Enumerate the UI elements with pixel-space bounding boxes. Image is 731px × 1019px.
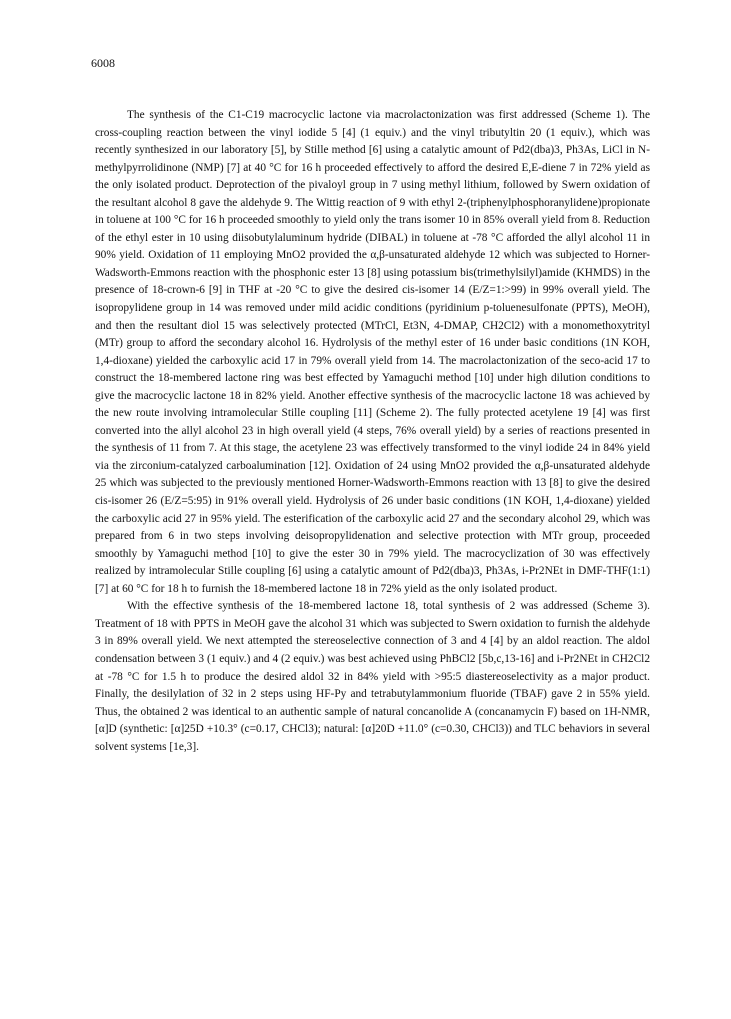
paragraph-synthesis-macrocyclic-lactone: The synthesis of the C1-C19 macrocyclic lactone via macrolactonization was first addressed (Scheme 1). The cross-coupling reaction between the vinyl iodide 5 [4] (1 equiv.) and the vinyl tributyltin 20 (1 equiv.), which was recently synthesized in our laboratory [5], by Stille method [6] using a catalytic amount of Pd2(dba)3, Ph3As, LiCl in N-methylpyrrolidinone (NMP) [7] at 40 °C for 16 h proceeded effectively to afford the desired E,E-diene 7 in 72% yield as the only isolated product. Deprotection of the pivaloyl group in 7 using methyl lithium, followed by Swern oxidation of the resultant alcohol 8 gave the aldehyde 9. The Wittig reaction of 9 with ethyl 2-(triphenylphosphoranylidene)propionate in toluene at 100 °C for 16 h proceeded smoothly to yield only the trans isomer 10 in 85% overall yield from 8. Reduction of the ethyl ester in 10 using diisobutylaluminum hydride (DIBAL) in toluene at -78 °C afforded the allyl alcohol 11 in 90% yield. Oxidation of 11 employing MnO2 provided the α,β-unsaturated aldehyde 12 which was subjected to Horner-Wadsworth-Emmons reaction with the phosphonic ester 13 [8] using potassium bis(trimethylsilyl)amide (KHMDS) in the presence of 18-crown-6 [9] in THF at -20 °C to give the desired cis-isomer 14 (E/Z=1:>99) in 99% overall yield. The isopropylidene group in 14 was removed under mild acidic conditions (pyridinium p-toluenesulfonate (PPTS), MeOH), and then the resultant diol 15 was selectively protected (MTrCl, Et3N, 4-DMAP, CH2Cl2) with a monomethoxytrityl (MTr) group to afford the secondary alcohol 16. Hydrolysis of the methyl ester of 16 under basic conditions (1N KOH, 1,4-dioxane) yielded the carboxylic acid 17 in 79% overall yield from 14. The macrolactonization of the seco-acid 17 to construct the 18-membered lactone ring was best effected by Yamaguchi method [10] under high dilution conditions to give the macrocyclic lactone 18 in 82% yield. Another effective synthesis of the macrocyclic lactone 18 was achieved by the new route involving intramolecular Stille coupling [11] (Scheme 2). The fully protected acetylene 19 [4] was first converted into the allyl alcohol 23 in high overall yield (4 steps, 76% overall yield) by a series of reactions presented in the synthesis of 11 from 7. At this stage, the acetylene 23 was effectively transformed to the vinyl iodide 24 in 84% yield via the zirconium-catalyzed carboalumination [12]. Oxidation of 24 using MnO2 provided the α,β-unsaturated aldehyde 25 which was subjected to the previously mentioned Horner-Wadsworth-Emmons reaction with 13 [8] to give the desired cis-isomer 26 (E/Z=5:95) in 91% overall yield. Hydrolysis of 26 under basic conditions (1N KOH, 1,4-dioxane) yielded the carboxylic acid 27 in 95% yield. The esterification of the carboxylic acid 27 and the secondary alcohol 29, which was prepared from 6 in two steps involving deisopropylidenation and selective protection with MTr group, proceeded smoothly by Yamaguchi method [10] to give the ester 30 in 79% yield. The macrocyclization of 30 was effectively realized by intramolecular Stille coupling [6] using a catalytic amount of Pd2(dba)3, Ph3As, i-Pr2NEt in DMF-THF(1:1) [7] at 60 °C for 18 h to furnish the 18-membered lactone 18 in 72% yield as the only isolated product.: [95, 109, 650, 595]
body-text: [95, 107, 650, 756]
page-number: 6008: [91, 56, 115, 70]
paragraph-total-synthesis: With the effective synthesis of the 18-membered lactone 18, total synthesis of 2 was addressed (Scheme 3). Treatment of 18 with PPTS in MeOH gave the alcohol 31 which was subjected to Swern oxidation to furnish the aldehyde 3 in 89% overall yield. We next attempted the stereoselective connection of 3 and 4 [4] by an aldol reaction. The aldol condensation between 3 (1 equiv.) and 4 (2 equiv.) was best achieved using PhBCl2 [5b,c,13-16] and i-Pr2NEt in CH2Cl2 at -78 °C for 1.5 h to produce the desired aldol 32 in 84% yield with >95:5 diastereoselectivity as a major product. Finally, the desilylation of 32 in 2 steps using HF-Py and tetrabutylammonium fluoride (TBAF) gave 2 in 55% yield. Thus, the obtained 2 was identical to an authentic sample of natural concanolide A (concanamycin F) based on 1H-NMR, [α]D (synthetic: [α]25D +10.3° (c=0.17, CHCl3); natural: [α]20D +11.0° (c=0.30, CHCl3)) and TLC behaviors in several solvent systems [1e,3].: [95, 600, 650, 753]
